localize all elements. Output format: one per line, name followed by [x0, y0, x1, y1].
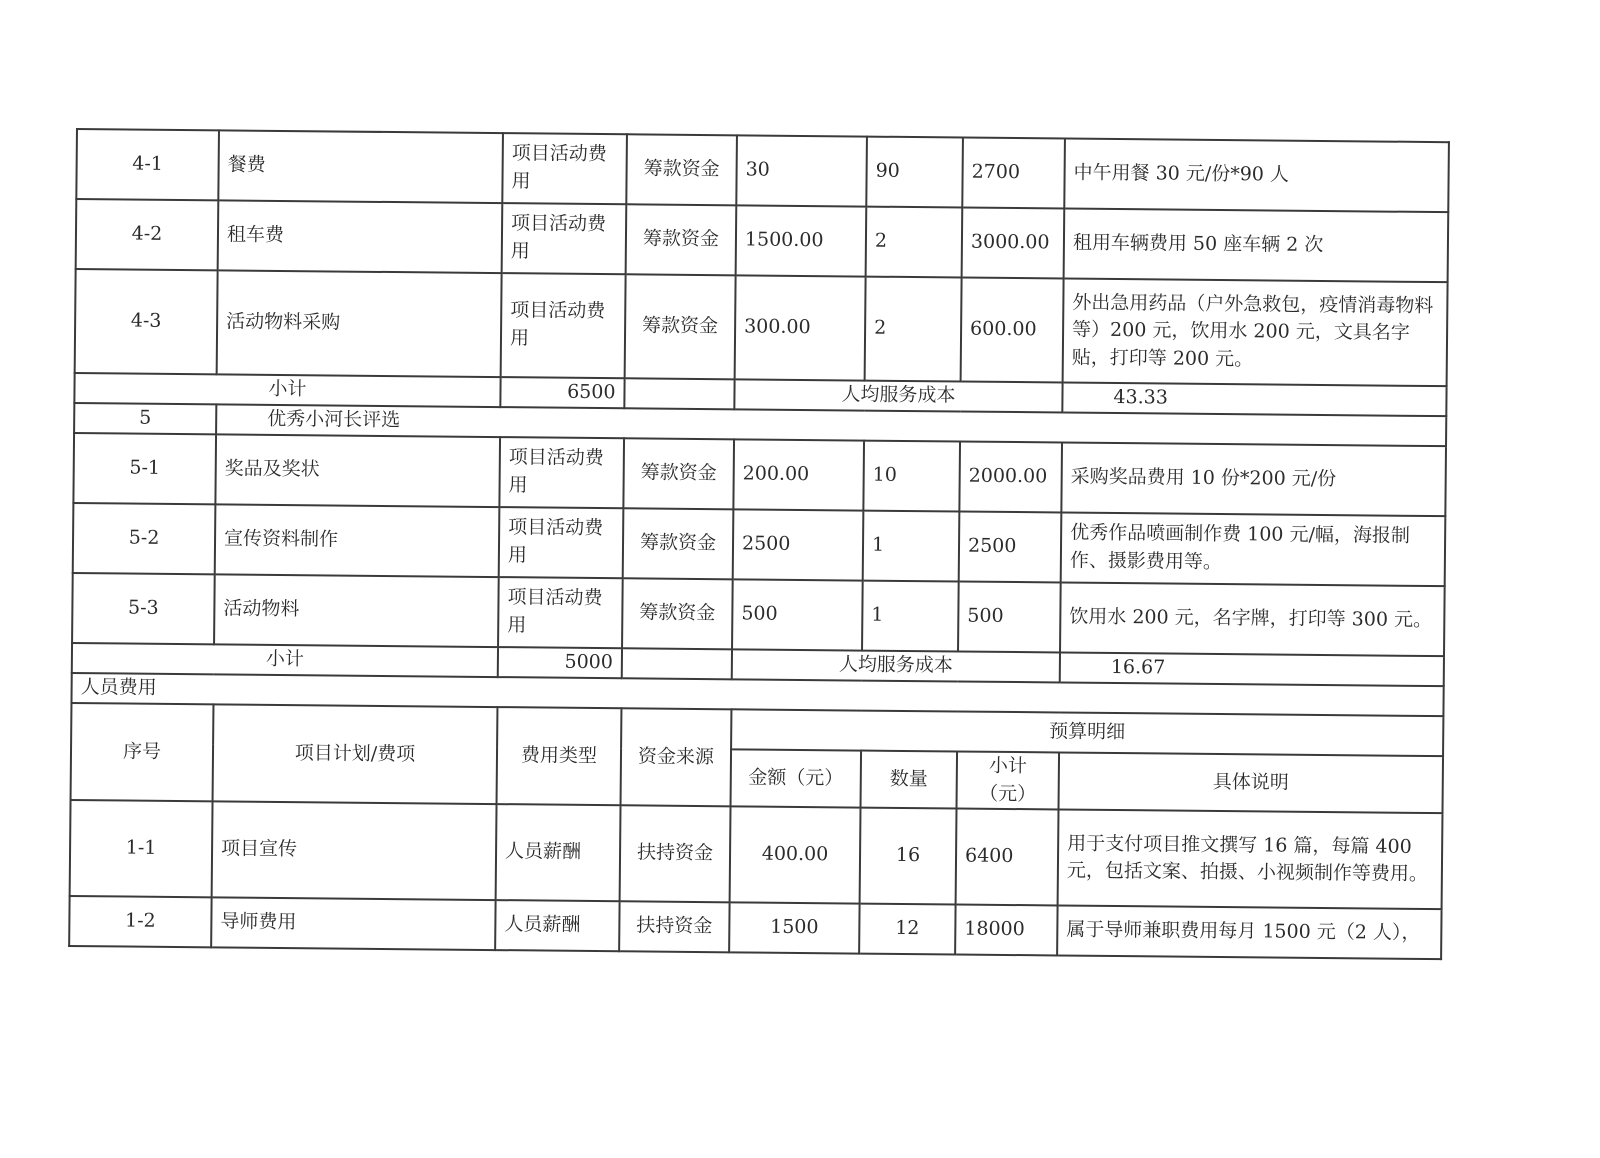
table-row: [72, 573, 1445, 656]
row-id: 5-3: [72, 573, 215, 644]
row-source: 筹款资金: [626, 134, 737, 205]
row-type: 项目活动费用: [501, 273, 626, 378]
row-qty: 10: [863, 441, 960, 512]
row-type: 项目活动费用: [502, 203, 627, 274]
subtotal-value: 5000: [498, 647, 622, 678]
table-row: [73, 503, 1446, 586]
row-amount: 30: [736, 135, 867, 206]
table-row: [75, 269, 1448, 386]
row-type: 项目活动费用: [499, 437, 624, 508]
table-row: [76, 199, 1449, 282]
row-qty: 2: [866, 207, 963, 278]
row-qty: 16: [860, 808, 957, 905]
row-note: 饮用水 200 元，名字牌，打印等 300 元。: [1060, 582, 1445, 656]
row-note: 属于导师兼职费用每月 1500 元（2 人），: [1057, 906, 1441, 960]
row-source: 筹款资金: [623, 508, 734, 579]
subtotal-value: 6500: [500, 377, 624, 408]
row-note: 租用车辆费用 50 座车辆 2 次: [1064, 208, 1449, 282]
row-id: 4-1: [76, 129, 219, 200]
per-capita-cost-label: 人均服务成本: [734, 379, 1062, 412]
row-source: 扶持资金: [620, 805, 731, 902]
per-capita-cost-label: 人均服务成本: [732, 649, 1060, 682]
row-item: 导师费用: [211, 897, 495, 950]
row-type: 项目活动费用: [502, 133, 627, 204]
table-row: [76, 129, 1449, 212]
per-capita-cost-value: 43.33: [1062, 382, 1446, 416]
personnel-title: 人员费用: [71, 673, 1443, 716]
subtotal-label: 小计: [72, 643, 498, 677]
row-id: 1-1: [70, 800, 213, 897]
header-amount: 金额（元）: [731, 749, 862, 807]
row-subtotal: 6400: [956, 809, 1059, 906]
empty-cell: [622, 648, 732, 679]
header-seq: 序号: [71, 703, 214, 801]
section-title: 优秀小河长评选: [216, 404, 1446, 446]
table-row: [73, 433, 1446, 516]
table-row: [70, 800, 1443, 909]
row-amount: 200.00: [733, 439, 864, 510]
row-id: 5-2: [73, 503, 216, 574]
row-note: 采购奖品费用 10 份*200 元/份: [1061, 442, 1446, 516]
row-source: 筹款资金: [623, 438, 734, 509]
row-subtotal: 3000.00: [962, 208, 1065, 279]
row-type: 项目活动费用: [499, 507, 624, 578]
row-subtotal: 2700: [962, 138, 1065, 209]
budget-sheet: [68, 128, 1450, 960]
row-qty: 12: [859, 904, 955, 955]
header-subtotal: 小计（元）: [957, 751, 1060, 809]
row-item: 奖品及奖状: [215, 434, 500, 507]
row-item: 餐费: [218, 130, 503, 203]
row-note: 外出急用药品（户外急救包，疫情消毒物料等）200 元，饮用水 200 元，文具名字贴，打印等 200 元。: [1063, 278, 1448, 386]
row-amount: 1500.00: [736, 205, 867, 276]
row-amount: 300.00: [735, 275, 866, 380]
row-subtotal: 18000: [955, 905, 1057, 956]
row-item: 租车费: [218, 200, 503, 273]
row-source: 筹款资金: [626, 204, 737, 275]
row-note: 用于支付项目推文撰写 16 篇，每篇 400 元，包括文案、拍摄、小视频制作等费用。: [1058, 810, 1443, 910]
row-id: 5-1: [73, 433, 216, 504]
header-plan: 项目计划/费项: [213, 704, 498, 804]
row-amount: 2500: [733, 509, 864, 580]
row-item: 活动物料采购: [217, 270, 502, 377]
per-capita-cost-value: 16.67: [1060, 652, 1444, 686]
row-id: 4-2: [76, 199, 219, 270]
empty-cell: [624, 378, 734, 409]
row-amount: 400.00: [730, 806, 861, 903]
row-subtotal: 600.00: [961, 278, 1064, 383]
header-type: 费用类型: [497, 707, 622, 805]
row-qty: 2: [865, 277, 962, 382]
row-source: 扶持资金: [619, 901, 729, 952]
row-item: 活动物料: [214, 574, 499, 647]
header-source: 资金来源: [621, 708, 732, 806]
row-item: 宣传资料制作: [215, 504, 500, 577]
row-type: 人员薪酬: [495, 900, 619, 951]
row-type: 人员薪酬: [496, 804, 621, 901]
row-note: 中午用餐 30 元/份*90 人: [1064, 138, 1449, 212]
row-item: 项目宣传: [212, 801, 497, 900]
row-subtotal: 2000.00: [959, 442, 1062, 513]
row-qty: 90: [866, 137, 963, 208]
row-amount: 1500: [729, 902, 859, 953]
header-qty: 数量: [861, 751, 958, 809]
budget-table: [68, 128, 1450, 960]
header-budget-detail: 预算明细: [731, 709, 1443, 756]
row-type: 项目活动费用: [498, 577, 623, 648]
row-qty: 1: [863, 511, 960, 582]
row-id: 4-3: [75, 269, 218, 374]
row-amount: 500: [732, 579, 863, 650]
row-subtotal: 500: [958, 581, 1061, 652]
row-source: 筹款资金: [622, 578, 733, 649]
row-source: 筹款资金: [625, 274, 736, 379]
row-note: 优秀作品喷画制作费 100 元/幅，海报制作、摄影费用等。: [1061, 512, 1446, 586]
row-subtotal: 2500: [959, 511, 1062, 582]
section-id: 5: [74, 403, 216, 434]
header-description: 具体说明: [1059, 752, 1444, 813]
row-qty: 1: [862, 581, 959, 652]
row-id: 1-2: [69, 896, 211, 947]
subtotal-label: 小计: [74, 373, 500, 407]
